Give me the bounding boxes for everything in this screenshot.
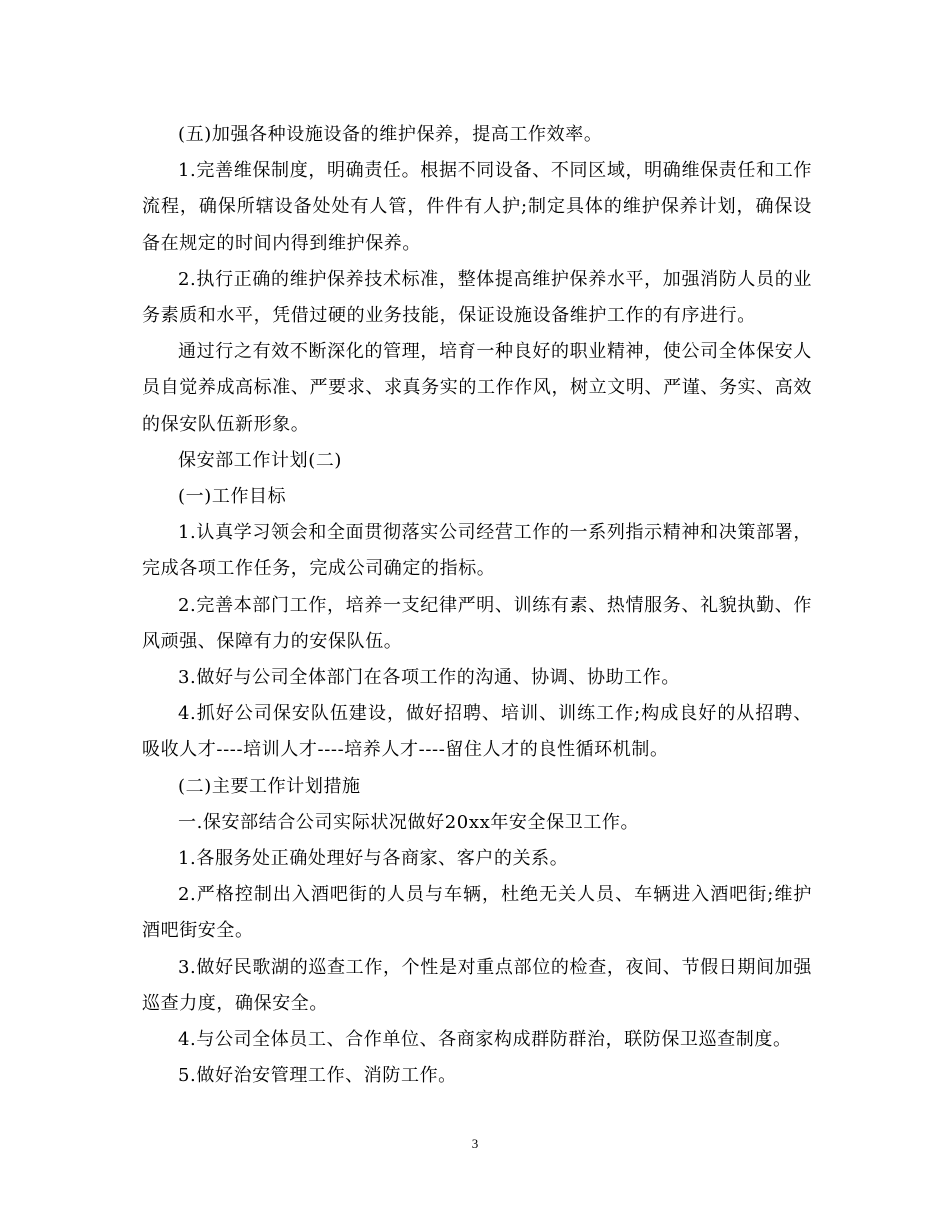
paragraph-goal-1: 1.认真学习领会和全面贯彻落实公司经营工作的一系列指示精神和决策部署，完成各项工作任务，完成公司确定的指标。 [142,522,812,580]
paragraph-section-five-heading: (五)加强各种设施设备的维护保养，提高工作效率。 [178,124,603,145]
paragraph-maintenance-system: 1.完善维保制度，明确责任。根据不同设备、不同区域，明确维保责任和工作流程，确保所辖设备处处有人管，件件有人护;制定具体的维护保养计划，确保设备在规定的时间内得到维护保养。 [142,160,812,254]
paragraph-goal-2: 2.完善本部门工作，培养一支纪律严明、训练有素、热情服务、礼貌执勤、作风顽强、保障有力的安保队伍。 [142,594,812,652]
paragraph-work-goals-heading: (一)工作目标 [178,486,287,508]
paragraph-measure-4: 4.与公司全体员工、合作单位、各商家构成群防群治，联防保卫巡查制度。 [178,1029,792,1051]
page-number: 3 [471,1136,479,1151]
paragraph-maintenance-standards: 2.执行正确的维护保养技术标准，整体提高维护保养水平，加强消防人员的业务素质和水平，凭借过硬的业务技能，保证设施设备维护工作的有序进行。 [142,268,812,327]
paragraph-measure-5: 5.做好治安管理工作、消防工作。 [178,1065,457,1087]
paragraph-measure-3: 3.做好民歌湖的巡查工作，个性是对重点部位的检查，夜间、节假日期间加强巡查力度，确保安全。 [142,956,812,1014]
paragraph-measure-intro: 一.保安部结合公司实际状况做好20xx年安全保卫工作。 [178,811,640,833]
paragraph-measure-2: 2.严格控制出入酒吧街的人员与车辆，杜绝无关人员、车辆进入酒吧街;维护酒吧街安全。 [142,884,812,942]
paragraph-goal-4: 4.抓好公司保安队伍建设，做好招聘、培训、训练工作;构成良好的从招聘、吸收人才----培训人才----培养人才----留住人才的良性循环机制。 [142,703,812,761]
paragraph-measure-1: 1.各服务处正确处理好与各商家、客户的关系。 [178,848,569,870]
document-body [142,117,812,1094]
paragraph-plan-two-title: 保安部工作计划(二) [178,449,343,471]
paragraph-measures-heading: (二)主要工作计划措施 [178,775,361,797]
paragraph-goal-3: 3.做好与公司全体部门在各项工作的沟通、协调、协助工作。 [178,667,680,689]
paragraph-management-summary: 通过行之有效不断深化的管理，培育一种良好的职业精神，使公司全体保安人员自觉养成高标准、严要求、求真务实的工作作风，树立文明、严谨、务实、高效的保安队伍新形象。 [142,341,812,435]
